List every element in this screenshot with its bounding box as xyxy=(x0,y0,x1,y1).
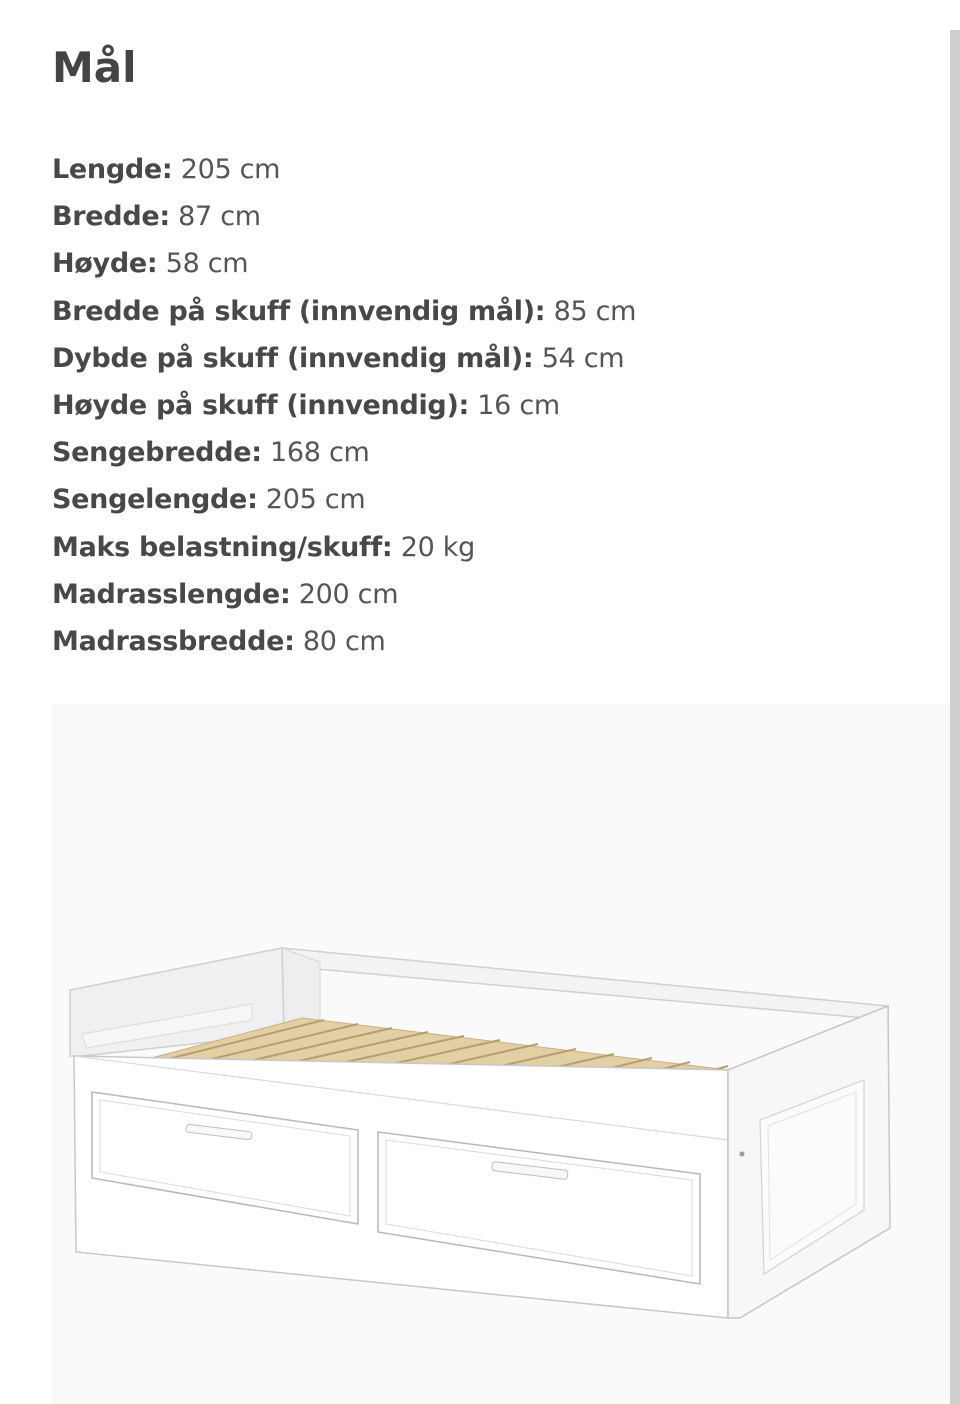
dimension-item xyxy=(52,571,932,618)
back-panel xyxy=(282,948,888,1020)
dimension-item xyxy=(52,476,932,523)
dimension-value: 168 cm xyxy=(270,437,370,469)
dimension-item xyxy=(52,618,932,665)
dimension-label: Sengelengde: xyxy=(52,484,258,516)
dimension-value: 87 cm xyxy=(178,201,261,233)
dimension-item xyxy=(52,146,932,193)
dimension-label: Bredde: xyxy=(52,201,170,233)
daybed-illustration xyxy=(52,704,950,1404)
dimension-label: Høyde på skuff (innvendig): xyxy=(52,390,469,422)
section-title: Mål xyxy=(52,43,137,92)
dimension-label: Madrasslengde: xyxy=(52,578,291,610)
dimension-label: Bredde på skuff (innvendig mål): xyxy=(52,295,546,327)
dimension-label: Maks belastning/skuff: xyxy=(52,531,393,563)
scrollbar[interactable] xyxy=(950,30,960,1404)
product-image[interactable] xyxy=(52,704,950,1404)
dimension-item xyxy=(52,193,932,240)
dimension-value: 80 cm xyxy=(302,626,386,658)
dimension-label: Høyde: xyxy=(52,248,158,280)
dimension-item xyxy=(52,429,932,476)
dimension-value: 205 cm xyxy=(265,484,366,516)
dimension-value: 85 cm xyxy=(553,295,637,327)
dimension-value: 205 cm xyxy=(180,154,281,185)
dimension-value: 54 cm xyxy=(541,342,625,374)
dimension-value: 20 kg xyxy=(400,531,475,563)
dimension-item xyxy=(52,382,932,429)
dimensions-list xyxy=(52,146,932,665)
dimension-item xyxy=(52,524,932,571)
dimension-label: Lengde: xyxy=(52,154,173,185)
dimension-label: Madrassbredde: xyxy=(52,626,295,658)
dimension-item xyxy=(52,335,932,382)
dimension-value: 200 cm xyxy=(298,578,399,610)
dimensions-section xyxy=(52,40,932,665)
dimension-item xyxy=(52,288,932,335)
dimension-label: Dybde på skuff (innvendig mål): xyxy=(52,342,534,374)
dimension-label: Sengebredde: xyxy=(52,437,262,469)
dimension-item xyxy=(52,240,932,287)
dimension-value: 16 cm xyxy=(477,390,560,422)
dimension-value: 58 cm xyxy=(165,248,249,280)
